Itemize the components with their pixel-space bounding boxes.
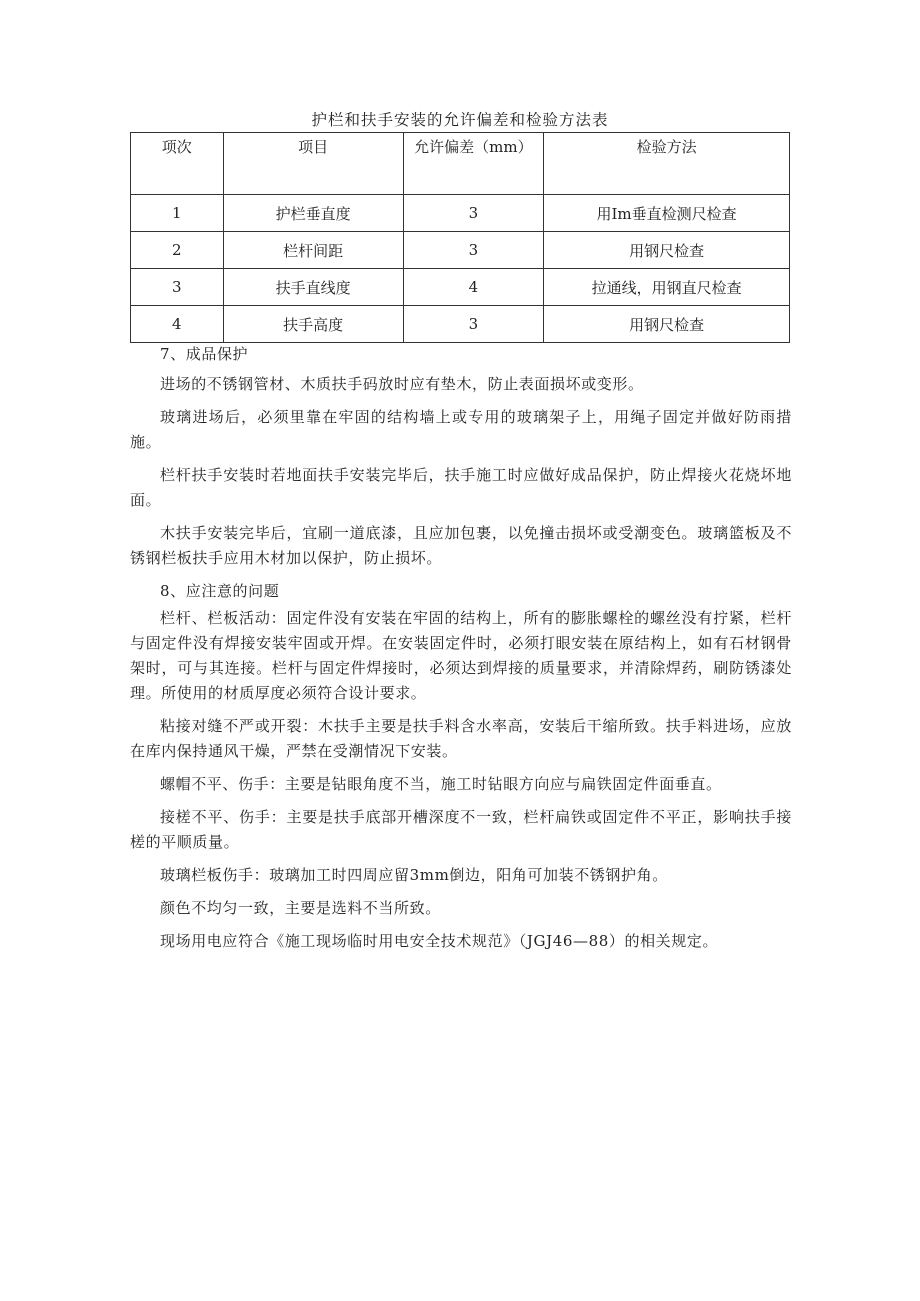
cell-item: 栏杆间距 [223, 232, 403, 269]
table-row [131, 232, 790, 269]
paragraph: 栏杆扶手安装时若地面扶手安装完毕后，扶手施工时应做好成品保护，防止焊接火花烧坏地面。 [130, 466, 792, 509]
table-row [131, 269, 790, 306]
cell-method: 拉通线，用钢直尺检查 [544, 269, 790, 306]
cell-method: 用钢尺检查 [544, 306, 790, 343]
table-title: 护栏和扶手安装的允许偏差和检验方法表 [311, 111, 609, 129]
paragraph: 进场的不锈钢管材、木质扶手码放时应有垫木，防止表面损坏或变形。 [160, 375, 644, 393]
cell-item: 扶手高度 [223, 306, 403, 343]
cell-item-no: 2 [131, 232, 224, 269]
header-item: 项目 [223, 133, 403, 195]
cell-item-no: 4 [131, 306, 224, 343]
cell-tolerance: 4 [403, 269, 544, 306]
cell-tolerance: 3 [403, 232, 544, 269]
section-heading: 8、应注意的问题 [160, 582, 280, 600]
cell-item: 护栏垂直度 [223, 195, 403, 232]
table-header-row [131, 133, 790, 195]
cell-method: 用Im垂直检测尺检查 [544, 195, 790, 232]
header-item-no: 项次 [131, 133, 224, 195]
header-method: 检验方法 [544, 133, 790, 195]
table-row [131, 195, 790, 232]
section-heading: 7、成品保护 [160, 345, 249, 363]
tolerance-table [130, 132, 790, 343]
body-content [130, 342, 792, 962]
cell-method: 用钢尺检查 [544, 232, 790, 269]
paragraph: 玻璃进场后，必须里靠在牢固的结构墙上或专用的玻璃架子上，用绳子固定并做好防雨措施。 [130, 408, 792, 451]
cell-tolerance: 3 [403, 306, 544, 343]
paragraph: 接槎不平、伤手：主要是扶手底部开槽深度不一致，栏杆扁铁或固定件不平正，影响扶手接槎的平顺质量。 [130, 808, 792, 851]
paragraph: 螺帽不平、伤手：主要是钻眼角度不当，施工时钻眼方向应与扁铁固定件面垂直。 [160, 775, 722, 793]
cell-item: 扶手直线度 [223, 269, 403, 306]
cell-item-no: 1 [131, 195, 224, 232]
table-row [131, 306, 790, 343]
paragraph: 玻璃栏板伤手：玻璃加工时四周应留3mm倒边，阳角可加装不锈钢护角。 [160, 866, 668, 884]
cell-item-no: 3 [131, 269, 224, 306]
header-tolerance: 允许偏差（mm） [403, 133, 544, 195]
paragraph: 粘接对缝不严或开裂：木扶手主要是扶手料含水率高，安装后干缩所致。扶手料进场，应放在库内保持通风干燥，严禁在受潮情况下安装。 [130, 717, 792, 760]
cell-tolerance: 3 [403, 195, 544, 232]
paragraph: 颜色不均匀一致，主要是选料不当所致。 [160, 899, 441, 917]
paragraph: 木扶手安装完毕后，宜刷一道底漆，且应加包裹，以免撞击损坏或受潮变色。玻璃篮板及不锈钢栏板扶手应用木材加以保护，防止损坏。 [130, 524, 792, 567]
paragraph: 栏杆、栏板活动：固定件没有安装在牢固的结构上，所有的膨胀螺栓的螺丝没有拧紧，栏杆与固定件没有焊接安装牢固或开焊。在安装固定件时，必须打眼安装在原结构上，如有石材钢骨架时，可与其连接。栏杆与固定件焊接时，必须达到焊接的质量要求，并清除焊药，刷防锈漆处理。所使用的材质厚度必须符合设计要求。 [130, 609, 792, 702]
paragraph: 现场用电应符合《施工现场临时用电安全技术规范》（JGJ46—88）的相关规定。 [160, 932, 719, 950]
